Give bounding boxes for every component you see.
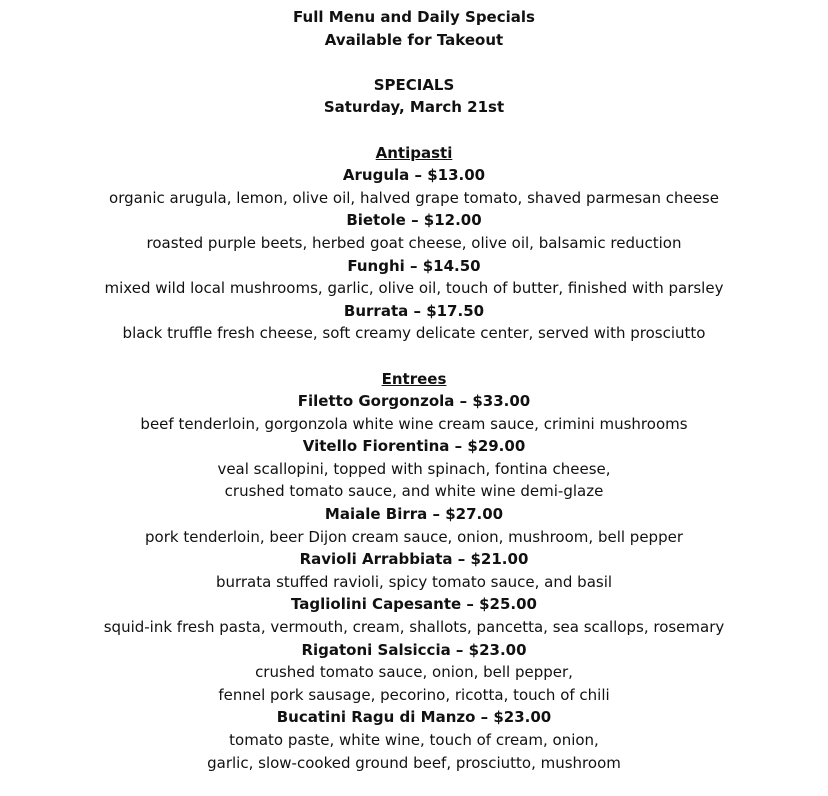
- menu-item-name: Maiale Birra – $27.00: [324, 505, 504, 524]
- antipasti-section: [0, 142, 828, 345]
- menu-item-name: Funghi – $14.50: [347, 256, 481, 275]
- menu-item: [0, 593, 828, 638]
- menu-item-name: Arugula – $13.00: [342, 166, 486, 185]
- menu-item-description: black truffle fresh cheese, soft creamy delicate center, served with prosciutto: [122, 324, 706, 343]
- header-line-2: Available for Takeout: [324, 30, 504, 49]
- specials-title: SPECIALS: [373, 75, 455, 94]
- antipasti-title: Antipasti: [375, 143, 453, 162]
- header-line-1: Full Menu and Daily Specials: [293, 8, 535, 26]
- menu-item-name: Bietole – $12.00: [346, 211, 482, 230]
- menu-item: [0, 503, 828, 548]
- menu-item-description: mixed wild local mushrooms, garlic, olive oil, touch of butter, finished with parsley: [104, 279, 724, 298]
- menu-item-description: crushed tomato sauce, onion, bell pepper,: [255, 663, 573, 682]
- menu-item-description: veal scallopini, topped with spinach, fontina cheese,: [217, 459, 611, 478]
- menu-item-description: fennel pork sausage, pecorino, ricotta, touch of chili: [218, 685, 610, 704]
- menu-item: [0, 548, 828, 593]
- menu-item-description: garlic, slow-cooked ground beef, prosciutto, mushroom: [207, 753, 621, 772]
- menu-item-description: tomato paste, white wine, touch of cream, onion,: [229, 731, 599, 749]
- menu-item-description: organic arugula, lemon, olive oil, halved grape tomato, shaved parmesan cheese: [109, 188, 719, 207]
- menu-item-description: crushed tomato sauce, and white wine demi-glaze: [224, 482, 604, 501]
- specials-date: Saturday, March 21st: [323, 98, 505, 117]
- entrees-section: [0, 368, 828, 775]
- menu-item: [0, 300, 828, 345]
- menu-item-name: Ravioli Arrabbiata – $21.00: [299, 550, 529, 569]
- menu-item-description: roasted purple beets, herbed goat cheese, olive oil, balsamic reduction: [146, 233, 682, 252]
- menu-item-name: Tagliolini Capesante – $25.00: [290, 595, 537, 614]
- menu-item-name: Filetto Gorgonzola – $33.00: [297, 392, 531, 411]
- menu-item-description: squid-ink fresh pasta, vermouth, cream, shallots, pancetta, sea scallops, rosemary: [103, 618, 725, 637]
- menu-item-description: pork tenderloin, beer Dijon cream sauce, onion, mushroom, bell pepper: [145, 527, 683, 546]
- spacer: [0, 119, 828, 142]
- menu-item-name: Burrata – $17.50: [343, 301, 485, 320]
- menu-item: [0, 164, 828, 209]
- menu-item-description: beef tenderloin, gorgonzola white wine cream sauce, crimini mushrooms: [140, 414, 688, 433]
- menu-item: [0, 435, 828, 503]
- menu-item: [0, 706, 828, 774]
- spacer: [0, 51, 828, 74]
- menu-item: [0, 390, 828, 435]
- menu-item-name: Rigatoni Salsiccia – $23.00: [301, 640, 527, 659]
- menu-item-name: Bucatini Ragu di Manzo – $23.00: [276, 708, 552, 727]
- spacer: [0, 345, 828, 368]
- menu-item: [0, 255, 828, 300]
- entrees-title: Entrees: [381, 369, 447, 388]
- menu-item-description: burrata stuffed ravioli, spicy tomato sauce, and basil: [215, 572, 613, 591]
- menu-item: [0, 639, 828, 707]
- menu-item-name: Vitello Fiorentina – $29.00: [302, 437, 526, 456]
- menu-item: [0, 209, 828, 254]
